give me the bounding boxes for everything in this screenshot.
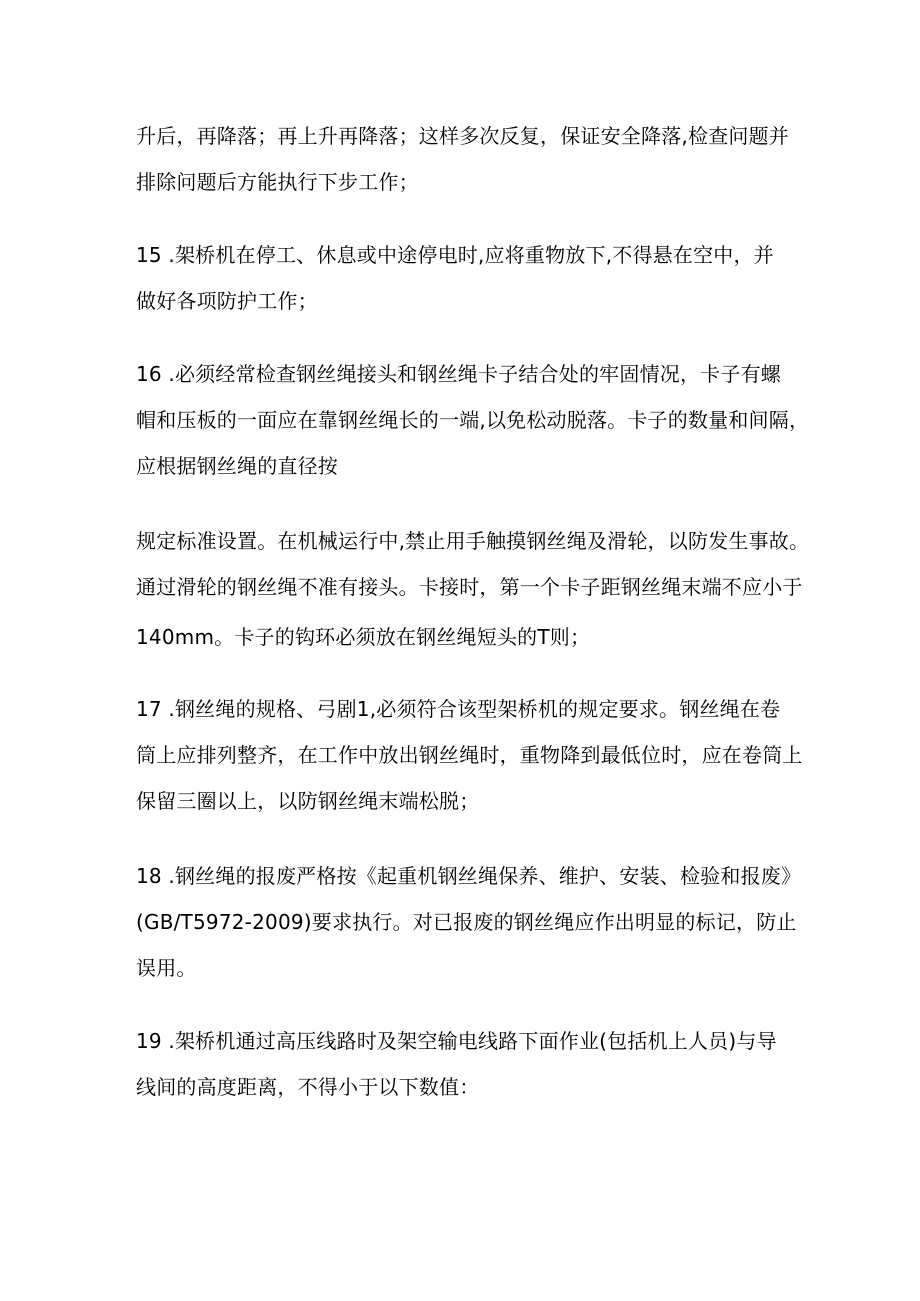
- text-line: 误用。: [136, 956, 197, 980]
- text-line: 应根据钢丝绳的直径按: [136, 454, 338, 478]
- text-line: 排除问题后方能执行下步工作；: [136, 170, 419, 194]
- text-line: 17 .钢丝绳的规格、弓剧1,必须符合该型架桥机的规定要求。钢丝绳在卷: [136, 697, 781, 721]
- text-line: 通过滑轮的钢丝绳不准有接头。卡接时，第一个卡子距钢丝绳末端不应小于: [136, 575, 803, 599]
- text-line: 15 .架桥机在停工、休息或中途停电时,应将重物放下,不得悬在空中，并: [136, 243, 774, 267]
- text-line: (GB/T5972-2009)要求执行。对已报废的钢丝绳应作出明显的标记，防止: [136, 910, 797, 934]
- text-line: 筒上应排列整齐，在工作中放出钢丝绳时，重物降到最低位时，应在卷筒上: [136, 743, 803, 767]
- text-line: 帽和压板的一面应在靠钢丝绳长的一端,以免松动脱落。卡子的数量和间隔，: [136, 408, 810, 432]
- text-line: 16 .必须经常检查钢丝绳接头和钢丝绳卡子结合处的牢固情况，卡子有螺: [136, 362, 781, 386]
- text-line: 18 .钢丝绳的报废严格按《起重机钢丝绳保养、维护、安装、检验和报废》: [136, 864, 802, 888]
- text-line: 19 .架桥机通过高压线路时及架空输电线路下面作业(包括机上人员)与导: [136, 1029, 777, 1053]
- text-line: 保留三圈以上，以防钢丝绳末端松脱；: [136, 789, 480, 813]
- text-line: 做好各项防护工作；: [136, 289, 318, 313]
- text-line: 线间的高度距离，不得小于以下数值：: [136, 1075, 480, 1099]
- text-line: 升后，再降落；再上升再降落；这样多次反复，保证安全降落,检查问题并: [136, 124, 789, 148]
- text-line: 140mm。卡子的钩环必须放在钢丝绳短头的T则；: [136, 625, 591, 649]
- text-line: 规定标准设置。在机械运行中,禁止用手触摸钢丝绳及滑轮，以防发生事故。: [136, 529, 810, 553]
